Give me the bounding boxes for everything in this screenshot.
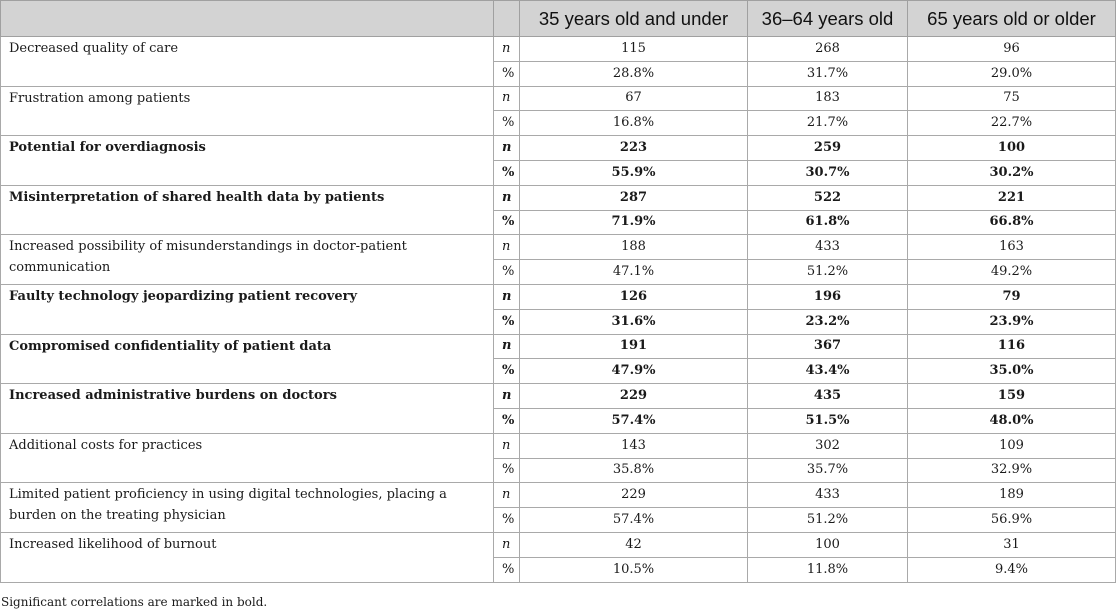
stat-label-percent: % [494,210,520,235]
percent-cell: 30.2% [908,160,1116,185]
table-row-n [1,483,1116,508]
count-cell: 188 [520,235,748,260]
count-cell: 189 [908,483,1116,508]
stat-label-n: n [494,136,520,161]
count-cell: 31 [908,532,1116,557]
count-cell: 183 [748,86,908,111]
table-footnote: Significant correlations are marked in bold. [1,595,268,609]
stat-label-n: n [494,284,520,309]
stat-label-percent: % [494,111,520,136]
row-label: Additional costs for practices [1,433,494,483]
percent-cell: 47.1% [520,260,748,285]
table-row-n [1,334,1116,359]
percent-cell: 66.8% [908,210,1116,235]
count-cell: 109 [908,433,1116,458]
percent-cell: 10.5% [520,557,748,582]
percent-cell: 49.2% [908,260,1116,285]
percent-cell: 31.6% [520,309,748,334]
count-cell: 229 [520,483,748,508]
percent-cell: 35.8% [520,458,748,483]
stat-label-percent: % [494,160,520,185]
count-cell: 229 [520,384,748,409]
count-cell: 259 [748,136,908,161]
count-cell: 100 [908,136,1116,161]
percent-cell: 35.7% [748,458,908,483]
table-row-n [1,384,1116,409]
count-cell: 159 [908,384,1116,409]
percent-cell: 57.4% [520,508,748,533]
count-cell: 433 [748,235,908,260]
table-row-n [1,433,1116,458]
row-label: Increased possibility of misunderstandings in doctor-patient communication [1,235,494,285]
header-cell-item [1,1,494,37]
stat-label-n: n [494,235,520,260]
count-cell: 67 [520,86,748,111]
percent-cell: 47.9% [520,359,748,384]
stat-label-n: n [494,532,520,557]
count-cell: 163 [908,235,1116,260]
count-cell: 223 [520,136,748,161]
stat-label-n: n [494,483,520,508]
stat-label-percent: % [494,359,520,384]
table-row-n [1,136,1116,161]
header-cell-age-65-older: 65 years old or older [908,1,1116,37]
count-cell: 433 [748,483,908,508]
percent-cell: 56.9% [908,508,1116,533]
percent-cell: 9.4% [908,557,1116,582]
percent-cell: 43.4% [748,359,908,384]
percent-cell: 51.5% [748,408,908,433]
percent-cell: 32.9% [908,458,1116,483]
stat-label-percent: % [494,260,520,285]
stat-label-percent: % [494,557,520,582]
table-body [1,37,1116,583]
stat-label-n: n [494,86,520,111]
count-cell: 302 [748,433,908,458]
count-cell: 116 [908,334,1116,359]
percent-cell: 23.9% [908,309,1116,334]
table-row-n [1,284,1116,309]
row-label: Limited patient proficiency in using digital technologies, placing a burden on the treating physician [1,483,494,533]
percent-cell: 31.7% [748,61,908,86]
count-cell: 115 [520,37,748,62]
count-cell: 268 [748,37,908,62]
row-label: Misinterpretation of shared health data by patients [1,185,494,235]
header-cell-age-35-under: 35 years old and under [520,1,748,37]
stat-label-percent: % [494,508,520,533]
count-cell: 196 [748,284,908,309]
count-cell: 126 [520,284,748,309]
percent-cell: 35.0% [908,359,1116,384]
stat-label-n: n [494,334,520,359]
percent-cell: 61.8% [748,210,908,235]
row-label: Increased administrative burdens on doctors [1,384,494,434]
table-row-n [1,185,1116,210]
percent-cell: 16.8% [520,111,748,136]
stat-label-n: n [494,384,520,409]
count-cell: 221 [908,185,1116,210]
stat-label-percent: % [494,309,520,334]
table-row-n [1,86,1116,111]
percent-cell: 22.7% [908,111,1116,136]
percent-cell: 21.7% [748,111,908,136]
row-label: Decreased quality of care [1,37,494,87]
percent-cell: 51.2% [748,260,908,285]
percent-cell: 28.8% [520,61,748,86]
stat-label-percent: % [494,61,520,86]
count-cell: 79 [908,284,1116,309]
stat-label-percent: % [494,458,520,483]
count-cell: 42 [520,532,748,557]
header-cell-age-36-64: 36–64 years old [748,1,908,37]
count-cell: 75 [908,86,1116,111]
stat-label-percent: % [494,408,520,433]
table-row-n [1,235,1116,260]
stat-label-n: n [494,37,520,62]
count-cell: 287 [520,185,748,210]
count-cell: 435 [748,384,908,409]
percent-cell: 48.0% [908,408,1116,433]
header-cell-stat [494,1,520,37]
count-cell: 191 [520,334,748,359]
stat-label-n: n [494,185,520,210]
percent-cell: 71.9% [520,210,748,235]
row-label: Potential for overdiagnosis [1,136,494,186]
row-label: Faulty technology jeopardizing patient recovery [1,284,494,334]
table-row-n [1,37,1116,62]
count-cell: 143 [520,433,748,458]
count-cell: 100 [748,532,908,557]
table-row-n [1,532,1116,557]
stat-label-n: n [494,433,520,458]
percent-cell: 51.2% [748,508,908,533]
count-cell: 96 [908,37,1116,62]
percent-cell: 29.0% [908,61,1116,86]
header-row [1,1,1116,37]
percent-cell: 57.4% [520,408,748,433]
percent-cell: 11.8% [748,557,908,582]
percent-cell: 55.9% [520,160,748,185]
row-label: Frustration among patients [1,86,494,136]
count-cell: 367 [748,334,908,359]
percent-cell: 23.2% [748,309,908,334]
percent-cell: 30.7% [748,160,908,185]
row-label: Compromised confidentiality of patient data [1,334,494,384]
row-label: Increased likelihood of burnout [1,532,494,582]
count-cell: 522 [748,185,908,210]
